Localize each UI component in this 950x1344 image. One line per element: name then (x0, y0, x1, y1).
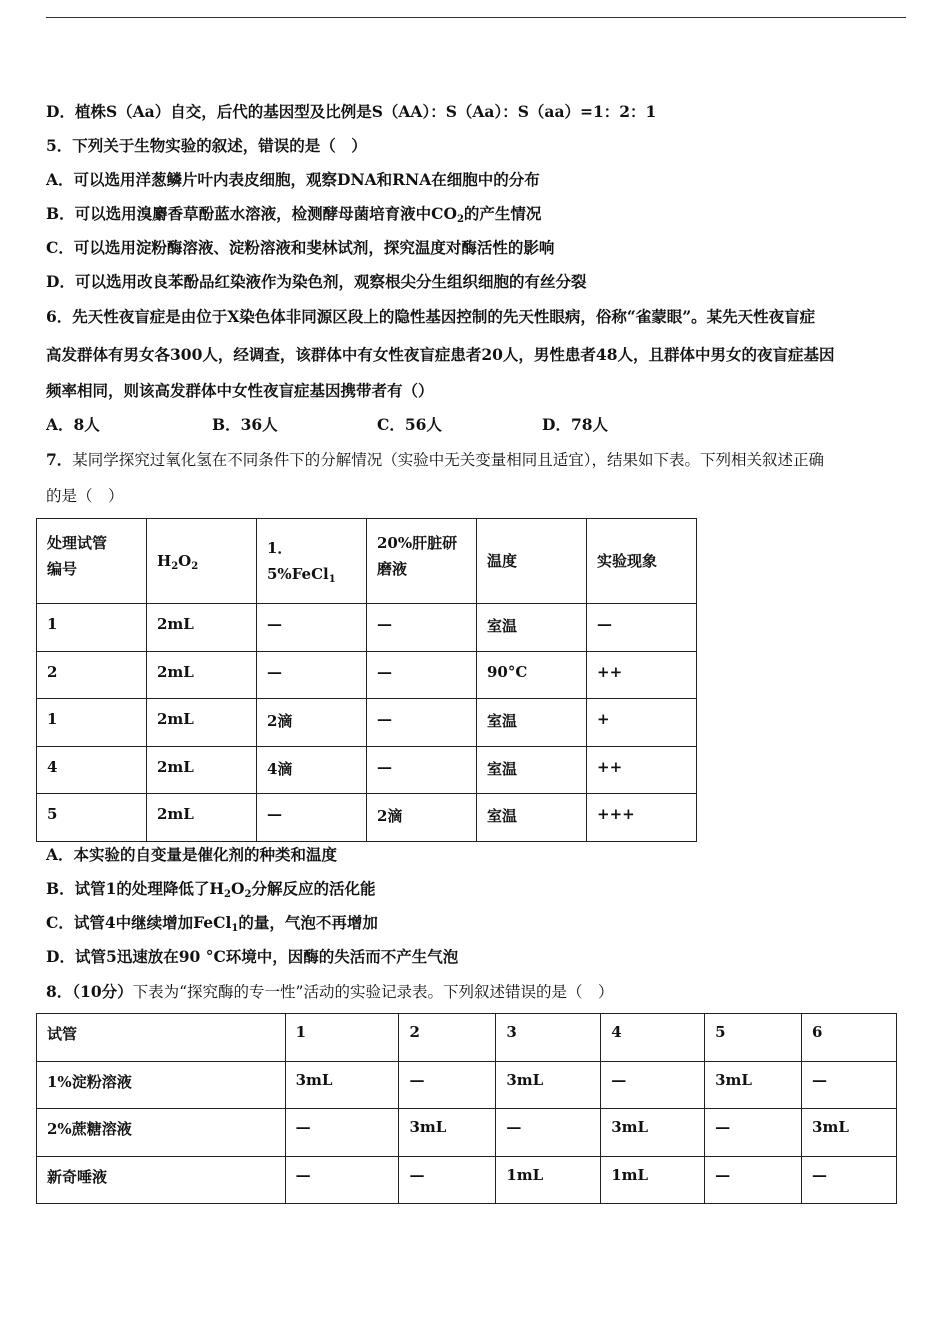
table-cell: 3 (496, 1014, 601, 1062)
table-row (37, 699, 697, 747)
q7-stem-line2: 的是（ ） (46, 487, 124, 505)
table-cell: 3mL (601, 1109, 705, 1157)
table-cell: +++ (587, 794, 697, 842)
q7-option-b (46, 879, 376, 899)
q7-header-fecl-a: 1．5%FeCl (267, 539, 329, 583)
table-cell: 2mL (147, 746, 257, 794)
table-cell: 3mL (285, 1061, 399, 1109)
q7-header-h2o2 (147, 519, 257, 604)
table-cell: 室温 (477, 794, 587, 842)
table-cell: 3mL (705, 1061, 802, 1109)
table-row (37, 1156, 897, 1204)
q8-table-header (37, 1014, 897, 1062)
q7-option-b-tail: 分解反应的活化能 (251, 879, 376, 898)
q5-option-d: D．可以选用改良苯酚品红染液作为染色剂，观察根尖分生组织细胞的有丝分裂 (46, 272, 587, 291)
table-cell: 1 (37, 699, 147, 747)
q7-header-liver (367, 519, 477, 604)
table-cell: 2mL (147, 651, 257, 699)
table-row (37, 604, 697, 652)
table-cell: 试管 (37, 1014, 286, 1062)
q7-header-h2o2-s2: 2 (191, 561, 199, 572)
table-row (37, 1061, 897, 1109)
q5-option-b-text: B．可以选用溴麝香草酚蓝水溶液，检测酵母菌培育液中CO (46, 204, 457, 223)
table-cell: — (367, 604, 477, 652)
table-cell: — (367, 746, 477, 794)
q7-option-b-text: B．试管1的处理降低了H (46, 879, 225, 898)
q5-stem: 5．下列关于生物实验的叙述，错误的是（ ） (46, 136, 367, 155)
q5-option-b-sub: 2 (456, 214, 464, 225)
table-cell: 1mL (496, 1156, 601, 1204)
table-cell: 1%淀粉溶液 (37, 1061, 286, 1109)
q7-option-c-tail: 的量，气泡不再增加 (238, 913, 378, 932)
table-cell: 1 (37, 604, 147, 652)
q7-number: 7． (46, 450, 73, 469)
table-cell: — (257, 794, 367, 842)
q6-stem-line3: 频率相同，则该高发群体中女性夜盲症基因携带者有（） (46, 381, 434, 400)
q7-header-h2o2-s1: 2 (171, 561, 179, 572)
table-cell: — (601, 1061, 705, 1109)
q7-header-liver-l2: 磨液 (377, 560, 408, 578)
q6-stem-line1: 6．先天性夜盲症是由位于X染色体非同源区段上的隐性基因控制的先天性眼病，俗称“雀蒙眼”。某先天性夜盲症 (46, 307, 816, 326)
table-row (37, 651, 697, 699)
table-cell: 4 (37, 746, 147, 794)
table-cell: 2%蔗糖溶液 (37, 1109, 286, 1157)
q6-stem-line2: 高发群体有男女各300人，经调查，该群体中有女性夜盲症患者20人，男性患者48人，且群体中男女的夜盲症基因 (46, 345, 835, 364)
q7-option-b-mid: O (231, 879, 245, 898)
table-cell: — (802, 1061, 897, 1109)
table-cell: 90°C (477, 651, 587, 699)
q7-header-liver-l1: 20%肝脏研 (377, 534, 458, 552)
table-cell: 2滴 (367, 794, 477, 842)
q4-option-d: D．植株S（Aa）自交，后代的基因型及比例是S（AA）：S（Aa）：S（aa）=1：2：1 (46, 102, 657, 121)
table-cell: — (257, 651, 367, 699)
q7-header-fecl-s: 1 (328, 574, 336, 585)
table-cell: — (399, 1156, 496, 1204)
q7-option-a: A．本实验的自变量是催化剂的种类和温度 (46, 845, 338, 864)
table-cell: — (367, 651, 477, 699)
table-cell: 5 (705, 1014, 802, 1062)
table-cell: 3mL (802, 1109, 897, 1157)
q7-header-tube-l2: 编号 (47, 560, 78, 578)
table-cell: — (399, 1061, 496, 1109)
q5-option-b (46, 204, 541, 224)
q7-option-b-sub1: 2 (224, 889, 231, 900)
table-row (37, 794, 697, 842)
q6-option-b: B．36人 (212, 415, 278, 434)
q6-option-d: D．78人 (542, 415, 609, 434)
table-cell: ++ (587, 651, 697, 699)
q7-table (36, 518, 697, 842)
q7-option-b-sub2: 2 (244, 889, 252, 900)
table-cell: 2mL (147, 604, 257, 652)
table-row (37, 746, 697, 794)
table-cell: 1 (285, 1014, 399, 1062)
table-cell: + (587, 699, 697, 747)
q7-header-result: 实验现象 (587, 519, 697, 604)
q7-option-d: D．试管5迅速放在90 °C环境中，因酶的失活而不产生气泡 (46, 947, 459, 966)
table-cell: 新奇唾液 (37, 1156, 286, 1204)
header-rule (46, 17, 906, 18)
q7-stem-text: 某同学探究过氧化氢在不同条件下的分解情况（实验中无关变量相同且适宜），结果如下表。下列相关叙述正确 (72, 451, 825, 469)
table-cell: 4 (601, 1014, 705, 1062)
q6-option-c: C．56人 (377, 415, 442, 434)
q8-table (36, 1013, 897, 1204)
table-cell: 5 (37, 794, 147, 842)
table-cell: — (285, 1156, 399, 1204)
q7-header-temp: 温度 (477, 519, 587, 604)
table-cell: — (587, 604, 697, 652)
table-cell: 4滴 (257, 746, 367, 794)
table-cell: — (705, 1156, 802, 1204)
q6-options (46, 415, 906, 435)
q7-stem-line1 (46, 450, 824, 470)
q7-option-c (46, 913, 378, 933)
table-cell: 室温 (477, 604, 587, 652)
table-row (37, 1109, 897, 1157)
table-cell: ++ (587, 746, 697, 794)
table-cell: 3mL (496, 1061, 601, 1109)
q8-number: 8．（10分） (46, 982, 133, 1001)
table-cell: — (285, 1109, 399, 1157)
q5-option-a: A．可以选用洋葱鳞片叶内表皮细胞，观察DNA和RNA在细胞中的分布 (46, 170, 540, 189)
table-cell: 室温 (477, 699, 587, 747)
table-cell: — (257, 604, 367, 652)
q7-header-tube-l1: 处理试管 (47, 534, 108, 552)
table-cell: 2 (37, 651, 147, 699)
table-cell: — (496, 1109, 601, 1157)
q7-header-h2o2-b: O (178, 552, 192, 570)
table-cell: — (802, 1156, 897, 1204)
table-cell: 6 (802, 1014, 897, 1062)
q7-header-fecl (257, 519, 367, 604)
table-cell: 2滴 (257, 699, 367, 747)
table-cell: 2mL (147, 794, 257, 842)
table-cell: 室温 (477, 746, 587, 794)
table-cell: 2 (399, 1014, 496, 1062)
q7-table-header (37, 519, 697, 604)
table-cell: — (705, 1109, 802, 1157)
q7-option-c-sub: 1 (231, 923, 239, 934)
q5-option-c: C．可以选用淀粉酶溶液、淀粉溶液和斐林试剂，探究温度对酶活性的影响 (46, 238, 555, 257)
table-cell: 3mL (399, 1109, 496, 1157)
q8-stem (46, 982, 613, 1002)
table-cell: 1mL (601, 1156, 705, 1204)
table-cell: 2mL (147, 699, 257, 747)
q8-stem-text: 下表为“探究酶的专一性”活动的实验记录表。下列叙述错误的是（ ） (132, 983, 614, 1001)
q6-option-a: A．8人 (46, 415, 100, 434)
q7-option-c-text: C．试管4中继续增加FeCl (46, 913, 232, 932)
q7-header-tube (37, 519, 147, 604)
q5-option-b-tail: 的产生情况 (463, 204, 542, 223)
q7-header-h2o2-a: H (157, 552, 172, 570)
table-cell: — (367, 699, 477, 747)
